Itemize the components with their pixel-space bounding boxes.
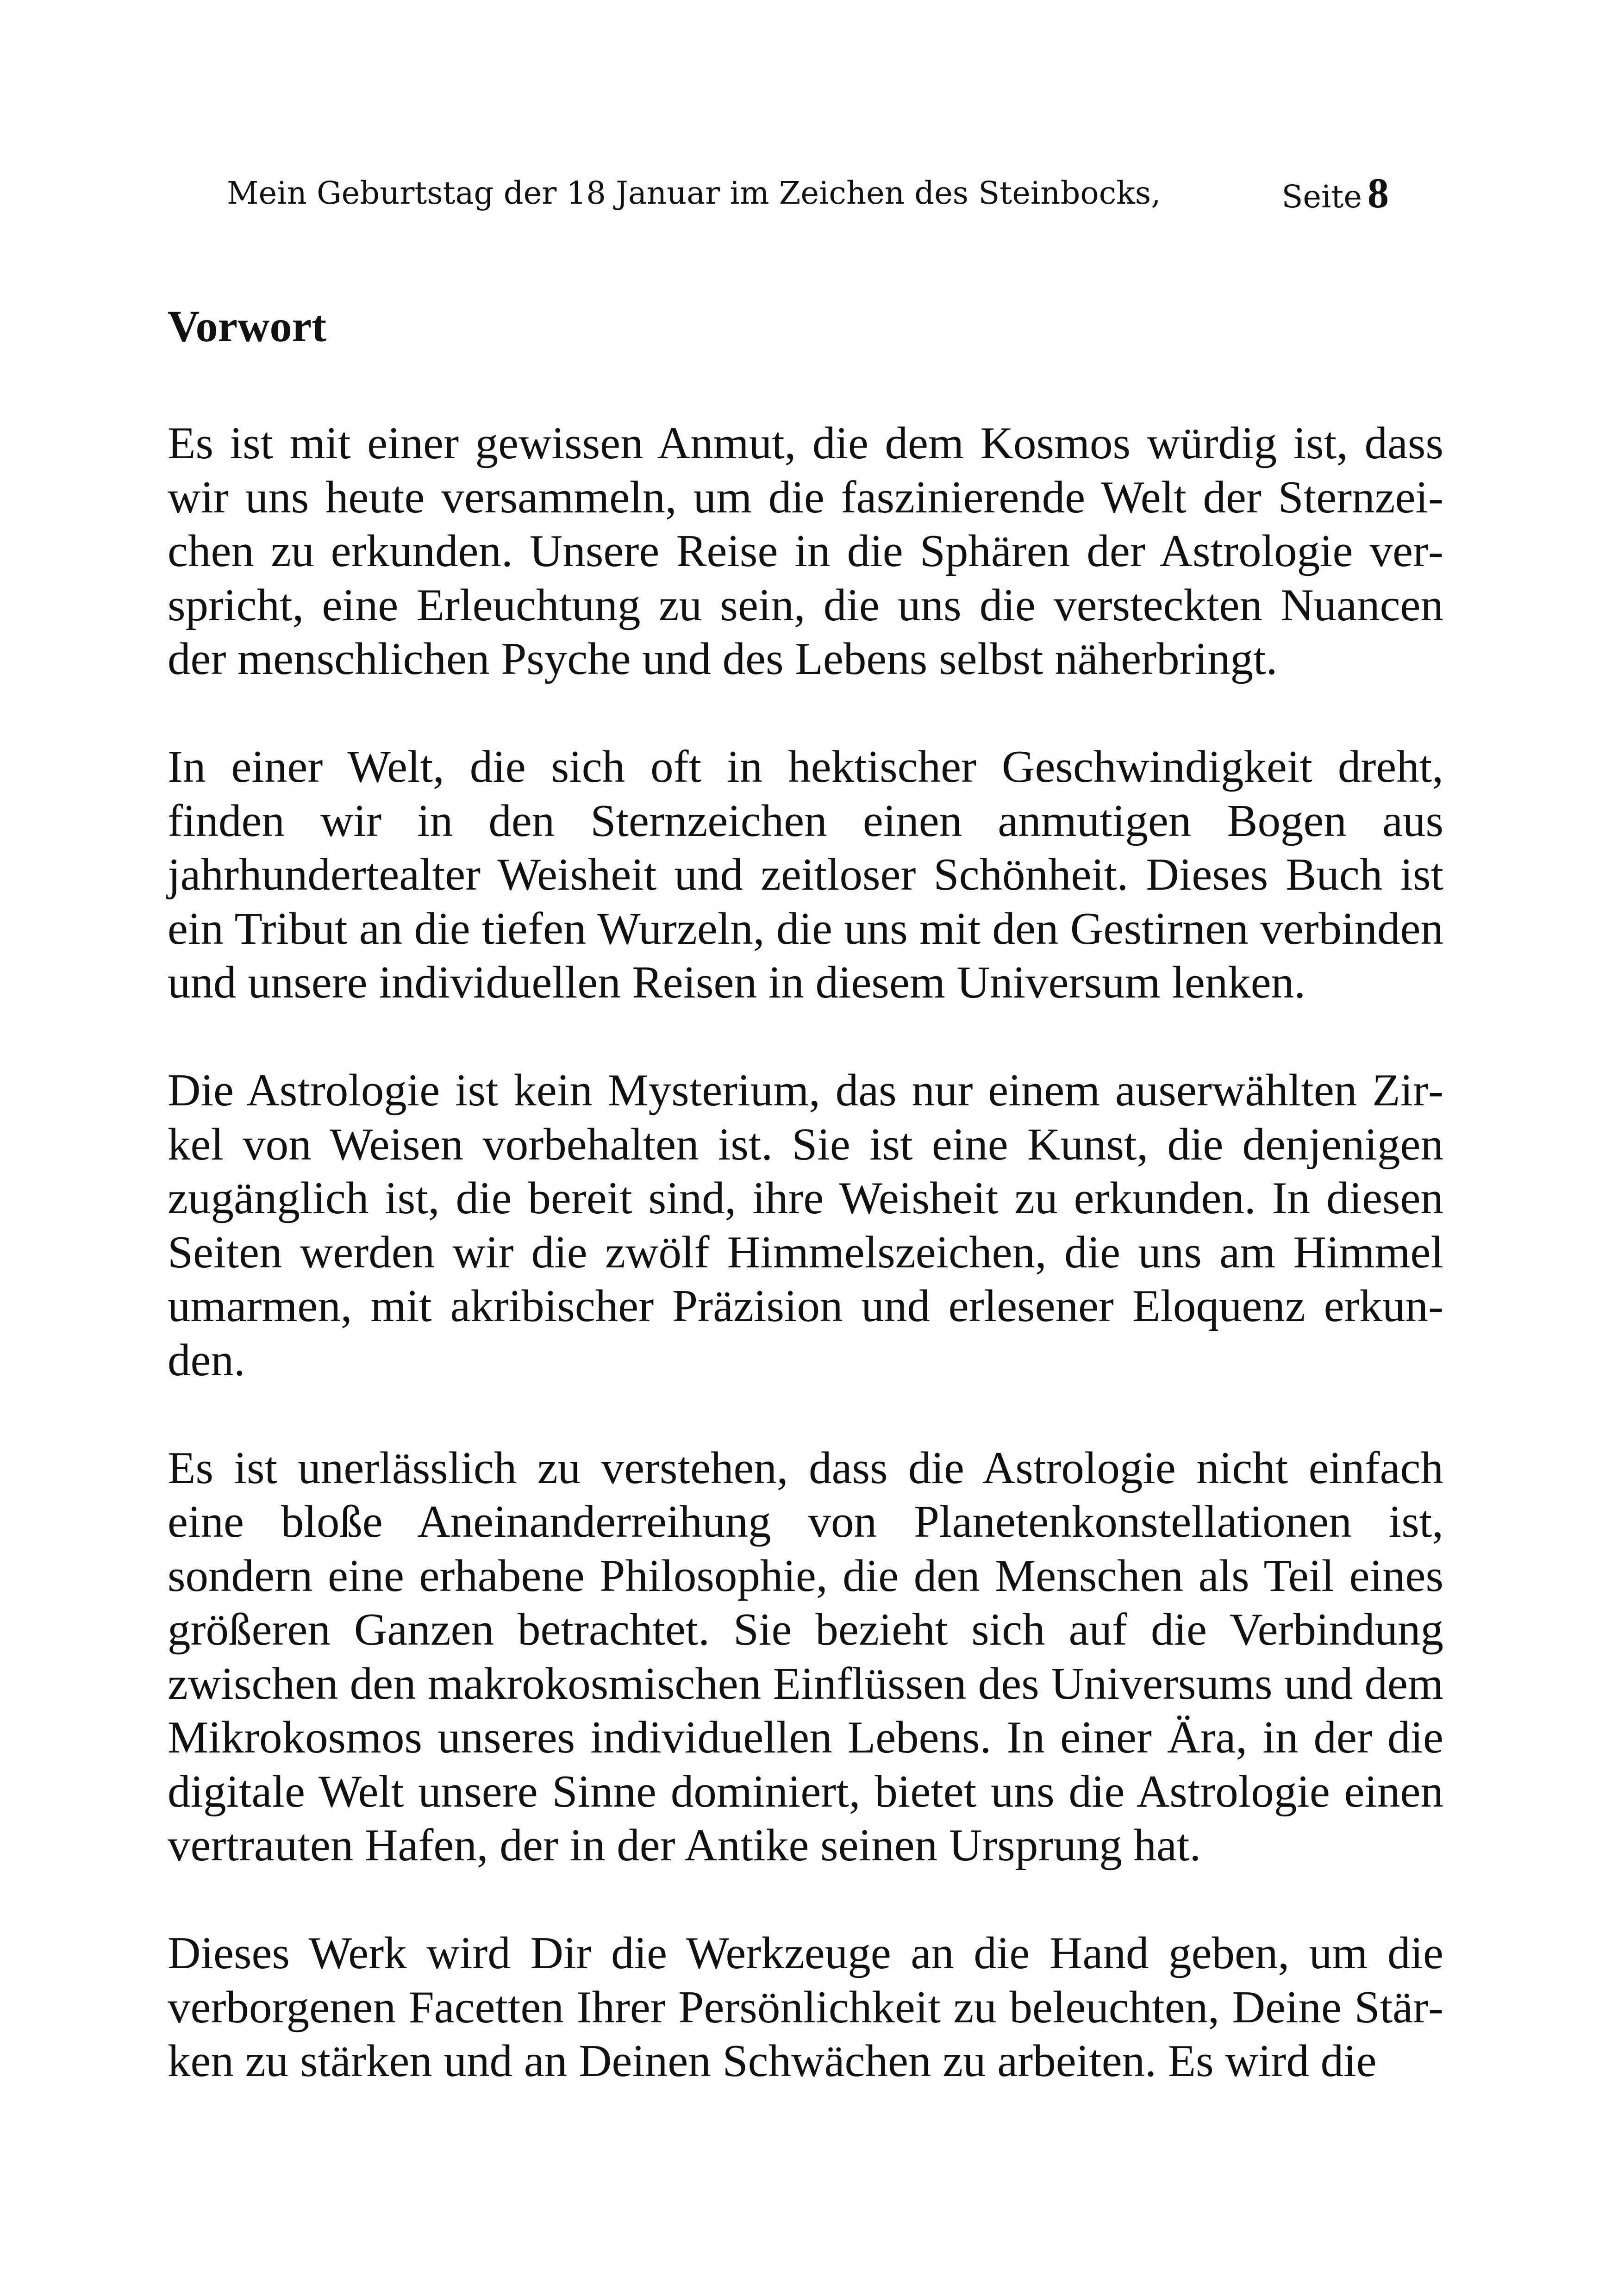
paragraph: Dieses Werk wird Dir die Werkzeuge an die Hand geben, um die verborgenen Facetten Ihrer Persönlichkeit zu beleuchten, Deine Stärken zu stärken und an Deinen Schwächen zu arbeiten. Es wird die — [168, 1928, 1443, 2086]
running-header — [227, 168, 1389, 218]
running-header-title: Mein Geburtstag der 18 Januar im Zeichen des Steinbocks, — [227, 175, 1161, 211]
page-indicator — [1281, 168, 1389, 231]
page-label: Seite — [1281, 179, 1362, 215]
page-number: 8 — [1368, 169, 1389, 217]
paragraph: In einer Welt, die sich oft in hektischer Geschwindigkeit dreht, finden wir in den Sternzeichen einen anmutigen Bogen aus jahrhundertealter Weisheit und zeitloser Schönheit. Dieses Buch ist ein Tribut an die tiefen Wurzeln, die uns mit den Gestirnen verbinden und unsere individuellen Reisen in diesem Universum lenken. — [168, 742, 1443, 1008]
paragraph: Es ist mit einer gewissen Anmut, die dem Kosmos würdig ist, dass wir uns heute versammeln, um die faszinierende Welt der Sternzeichen zu erkunden. Unsere Reise in die Sphären der Astrologie verspricht, eine Erleuchtung zu sein, die uns die versteckten Nuancen der menschlichen Psyche und des Lebens selbst näherbringt. — [168, 418, 1443, 684]
body-text — [168, 417, 1443, 2142]
paragraph: Die Astrologie ist kein Mysterium, das nur einem auserwählten Zirkel von Weisen vorbehalten ist. Sie ist eine Kunst, die denjenigen zugänglich ist, die bereit sind, ihre Weisheit zu erkunden. In diesen Seiten werden wir die zwölf Himmelszeichen, die uns am Himmel umarmen, mit akribischer Präzision und erlesener Eloquenz erkunden. — [168, 1065, 1443, 1385]
paragraph: Es ist unerlässlich zu verstehen, dass die Astrologie nicht einfach eine bloße Aneinanderreihung von Planetenkonstellationen ist, sondern eine erhabene Philosophie, die den Menschen als Teil eines größeren Ganzen betrachtet. Sie bezieht sich auf die Verbindung zwischen den makrokosmischen Einflüssen des Universums und dem Mikrokosmos unseres individuellen Lebens. In einer Ära, in der die digitale Welt unsere Sinne dominiert, bietet uns die Astrologie einen vertrauten Hafen, der in der Antike seinen Ursprung hat. — [168, 1442, 1443, 1871]
chapter-title: Vorwort — [168, 301, 327, 351]
